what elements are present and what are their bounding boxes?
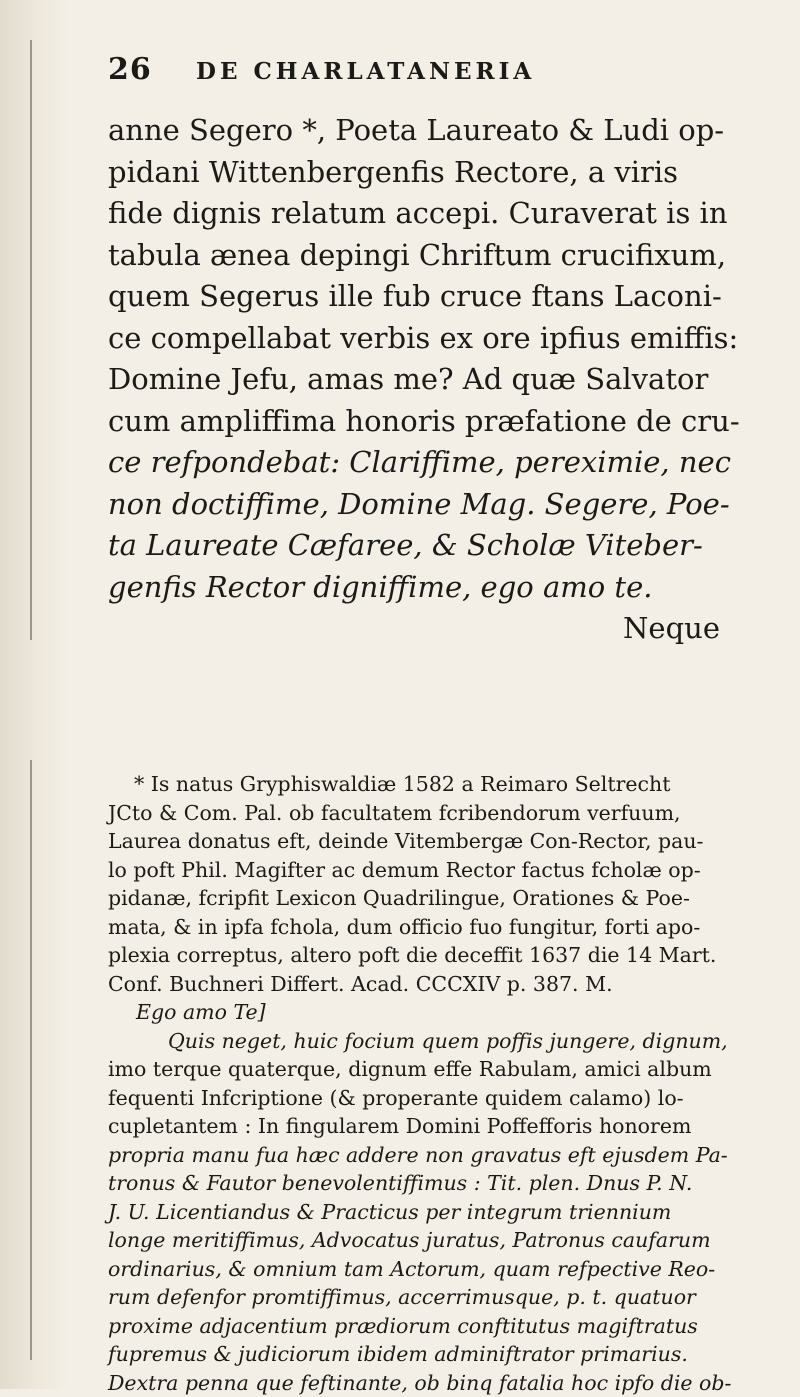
footnote-line: Quis neget, huic focium quem poffis jungere, dignum, — [108, 1027, 753, 1056]
page-header — [108, 52, 728, 92]
page-number: 26 — [108, 52, 152, 87]
footnote-line: imo terque quaterque, dignum effe Rabulam, amici album — [108, 1055, 753, 1084]
footnote-line: fupremus & judiciorum ibidem adminiftrator primarius. — [108, 1340, 753, 1369]
footnote-line: longe meritiffimus, Advocatus juratus, Patronus caufarum — [108, 1226, 753, 1255]
footnote-line: Dextra penna que feftinante, ob binq fatalia hoc ipfo die ob- — [108, 1369, 753, 1397]
footnote-line: JCto & Com. Pal. ob facultatem fcribendorum verfuum, — [108, 799, 753, 828]
running-head: DE CHARLATANERIA — [196, 58, 535, 85]
text-line: tabula ænea depingi Chriftum crucifixum, — [108, 235, 748, 277]
text-line: ce compellabat verbis ex ore ipfius emiffis: — [108, 318, 748, 360]
text-line: ce refpondebat: Clariffime, pereximie, nec — [108, 442, 748, 484]
text-line: quem Segerus ille fub cruce ftans Laconi- — [108, 276, 748, 318]
catchword: Neque — [108, 608, 748, 650]
text-line: genfis Rector digniffime, ego amo te. — [108, 567, 748, 609]
footnote — [108, 770, 753, 1397]
footnote-line: J. U. Licentiandus & Practicus per integrum triennium — [108, 1198, 753, 1227]
footnote-line: propria manu fua hæc addere non gravatus eft ejusdem Pa- — [108, 1141, 753, 1170]
main-text — [108, 110, 748, 650]
text-line: non doctiffime, Domine Mag. Segere, Poe- — [108, 484, 748, 526]
footnote-line: pidanæ, fcripfit Lexicon Quadrilingue, Orationes & Poe- — [108, 884, 753, 913]
gutter-shadow-line — [30, 40, 32, 640]
footnote-line: ordinarius, & omnium tam Actorum, quam refpective Reo- — [108, 1255, 753, 1284]
footnote-line: fequenti Infcriptione (& properante quidem calamo) lo- — [108, 1084, 753, 1113]
footnote-line: tronus & Fautor benevolentiffimus : Tit. plen. Dnus P. N. — [108, 1169, 753, 1198]
footnote-line: mata, & in ipfa fchola, dum officio fuo fungitur, forti apo- — [108, 913, 753, 942]
footnote-line: Laurea donatus eft, deinde Vitembergæ Con-Rector, pau- — [108, 827, 753, 856]
footnote-line: rum defenfor promtiffimus, accerrimusque, p. t. quatuor — [108, 1283, 753, 1312]
footnote-line: cupletantem : In fingularem Domini Poffefforis honorem — [108, 1112, 753, 1141]
footnote-line: lo poft Phil. Magifter ac demum Rector factus fcholæ op- — [108, 856, 753, 885]
text-line: anne Segero *, Poeta Laureato & Ludi op- — [108, 110, 748, 152]
binding-gutter — [0, 0, 70, 1389]
text-line: pidani Wittenbergenfis Rectore, a viris — [108, 152, 748, 194]
text-line: fide dignis relatum accepi. Curaverat is in — [108, 193, 748, 235]
footnote-line: plexia correptus, altero poft die deceffit 1637 die 14 Mart. — [108, 941, 753, 970]
text-line: cum ampliffima honoris præfatione de cru- — [108, 401, 748, 443]
gutter-shadow-line — [30, 760, 32, 1360]
footnote-line: * Is natus Gryphiswaldiæ 1582 a Reimaro Seltrecht — [108, 770, 753, 799]
footnote-line: Conf. Buchneri Differt. Acad. CCCXIV p. 387. M. — [108, 970, 753, 999]
footnote-line: Ego amo Te] — [108, 998, 753, 1027]
text-line: ta Laureate Cæfaree, & Scholæ Viteber- — [108, 525, 748, 567]
text-line: Domine Jefu, amas me? Ad quæ Salvator — [108, 359, 748, 401]
footnote-line: proxime adjacentium prædiorum conftitutus magiftratus — [108, 1312, 753, 1341]
